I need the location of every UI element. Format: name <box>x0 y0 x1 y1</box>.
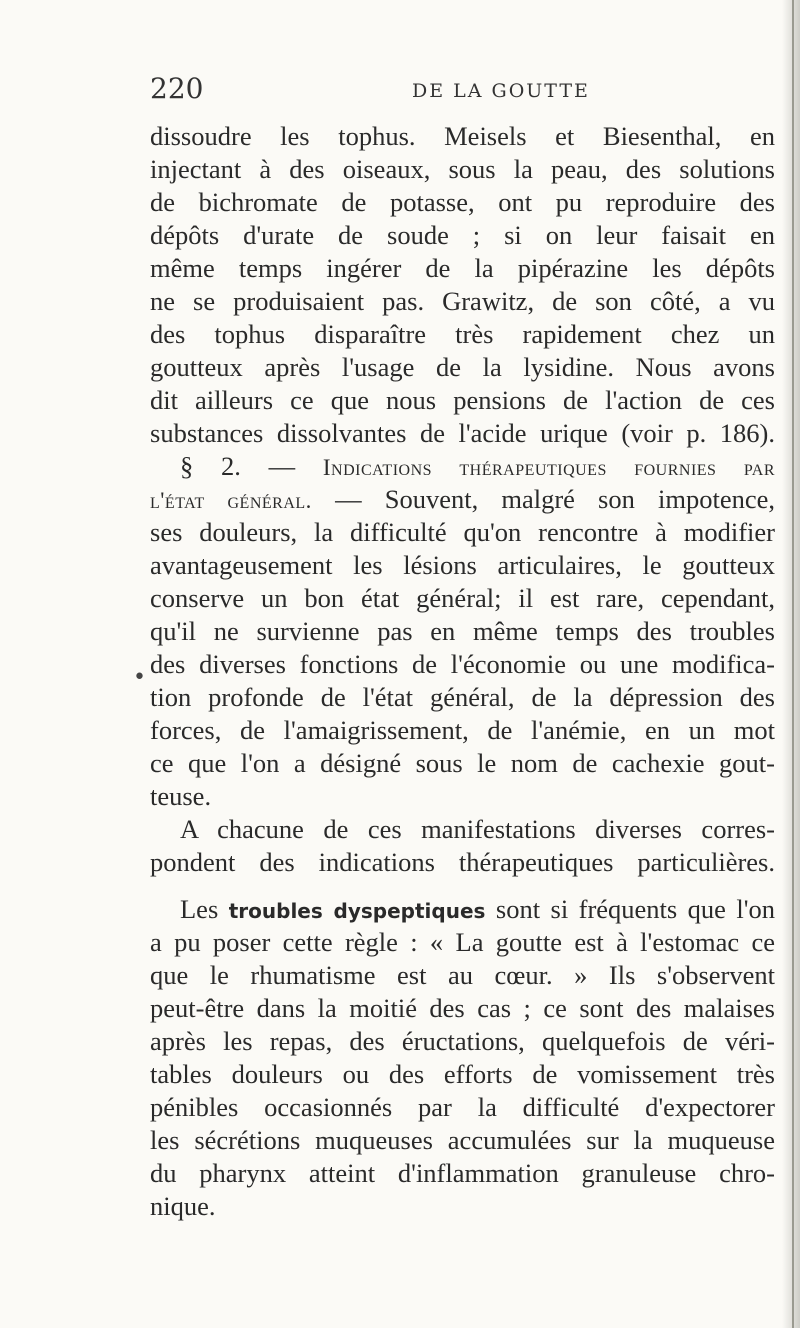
text-line: ses douleurs, la difficulté qu'on rencontre à modifier <box>150 517 775 547</box>
text-line: substances dissolvantes de l'acide urique (voir p. 186). <box>150 418 775 448</box>
running-title: DE LA GOUTTE <box>412 80 590 102</box>
paragraph-1 <box>150 120 775 450</box>
page-edge-line <box>792 0 794 1328</box>
section-2 <box>150 450 775 813</box>
text-line: du pharynx atteint d'inflammation granuleuse chro- <box>150 1158 775 1188</box>
text-line: goutteux après l'usage de la lysidine. Nous avons <box>150 352 775 382</box>
text-line: tables douleurs ou des efforts de vomissement très <box>150 1059 775 1089</box>
section-heading-line-2 <box>150 483 775 516</box>
paragraph-4-lead: Les <box>180 894 219 924</box>
page-number: 220 <box>150 72 204 105</box>
text-line: forces, de l'amaigrissement, de l'anémie, en un mot <box>150 715 775 745</box>
paragraph-4-first-line-rest: sont si fréquents que l'on <box>495 894 776 924</box>
text-line: ce que l'on a désigné sous le nom de cachexie gout- <box>150 748 775 778</box>
text-line: avantageusement les lésions articulaires, le goutteux <box>150 550 775 580</box>
paragraph-3 <box>150 813 775 879</box>
paragraph-4 <box>150 893 775 1223</box>
text-line: pénibles occasionnés par la difficulté d'expectorer <box>150 1092 775 1122</box>
text-line: ne se produisaient pas. Grawitz, de son côté, a vu <box>150 286 775 316</box>
section-heading-part-1: Indications thérapeutiques fournies par <box>322 455 775 480</box>
text-line: tion profonde de l'état général, de la dépression des <box>150 682 775 712</box>
text-line: qu'il ne survienne pas en même temps des troubles <box>150 616 775 646</box>
text-line: dissoudre les tophus. Meisels et Biesenthal, en <box>150 121 775 151</box>
dyspeptic-troubles-term: troubles dyspeptiques <box>228 899 486 923</box>
paragraph-spacer <box>150 879 775 893</box>
text-line: teuse. <box>150 781 212 811</box>
section-number: § 2. — <box>180 451 296 481</box>
running-header <box>150 72 790 112</box>
paragraph-4-first-line <box>150 893 775 926</box>
text-line: même temps ingérer de la pipérazine les dépôts <box>150 253 775 283</box>
text-line: peut-être dans la moitié des cas ; ce sont des malaises <box>150 993 775 1023</box>
page-edge-shadow <box>782 0 800 1328</box>
text-line: des tophus disparaître très rapidement chez un <box>150 319 775 349</box>
text-line: pondent des indications thérapeutiques particulières. <box>150 847 775 877</box>
text-line: que le rhumatisme est au cœur. » Ils s'observent <box>150 960 775 990</box>
text-line: dépôts d'urate de soude ; si on leur faisait en <box>150 220 775 250</box>
section-first-line-rest: — Souvent, malgré son impotence, <box>335 484 775 514</box>
text-line: injectant à des oiseaux, sous la peau, des solutions <box>150 154 775 184</box>
text-line: après les repas, des éructations, quelquefois de véri- <box>150 1026 775 1056</box>
text-line: les sécrétions muqueuses accumulées sur la muqueuse <box>150 1125 775 1155</box>
section-heading-line-1 <box>150 450 775 483</box>
section-heading-part-2: l'état général. <box>150 488 312 513</box>
text-line: a pu poser cette règle : « La goutte est à l'estomac ce <box>150 927 775 957</box>
text-line: de bichromate de potasse, ont pu reproduire des <box>150 187 775 217</box>
text-line: des diverses fonctions de l'économie ou une modifica- <box>150 649 775 679</box>
text-line: dit ailleurs ce que nous pensions de l'action de ces <box>150 385 775 415</box>
body-text <box>150 120 775 1223</box>
text-line: A chacune de ces manifestations diverses corres- <box>180 814 775 844</box>
text-line: conserve un bon état général; il est rare, cependant, <box>150 583 775 613</box>
margin-mark: • <box>133 665 146 690</box>
text-line: nique. <box>150 1191 216 1221</box>
